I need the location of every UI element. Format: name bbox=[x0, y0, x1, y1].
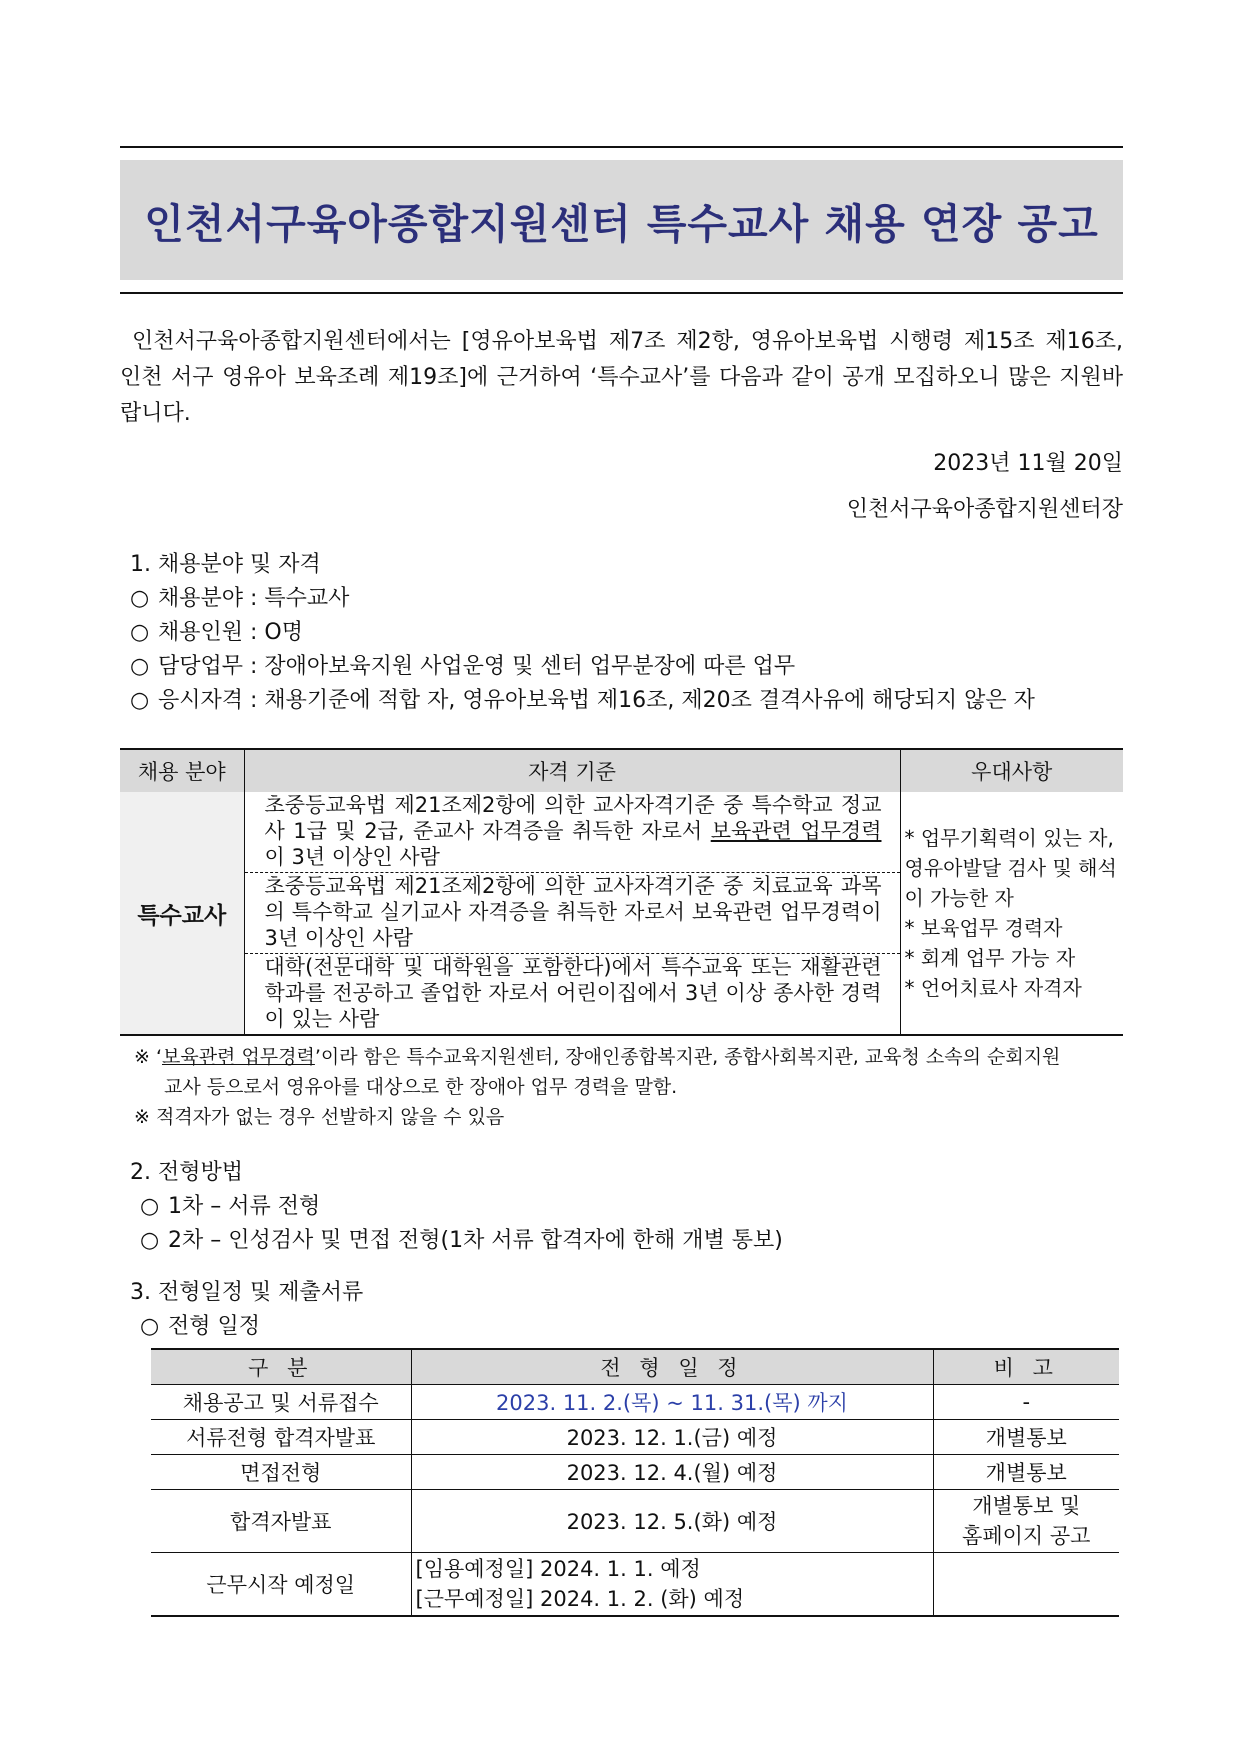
header-preference: 우대사항 bbox=[900, 749, 1123, 792]
header-criteria: 자격 기준 bbox=[244, 749, 900, 792]
qualification-table bbox=[120, 748, 1123, 1036]
preference-cell bbox=[900, 792, 1123, 1035]
top-rule bbox=[120, 146, 1123, 148]
section-1 bbox=[120, 548, 1123, 718]
note-1-continued: 교사 등으로서 영유아를 대상으로 한 장애아 업무 경력을 말함. bbox=[164, 1076, 678, 1098]
row-schedule: 2023. 11. 2.(목) ~ 11. 31.(목) 까지 bbox=[411, 1385, 933, 1420]
bullet-item: ○ 응시자격 : 채용기준에 적합 자, 영유아보육법 제16조, 제20조 결격사유에 해당되지 않은 자 bbox=[130, 684, 1123, 718]
row-category: 채용공고 및 서류접수 bbox=[151, 1385, 411, 1420]
table-row bbox=[120, 792, 1123, 1035]
row-remarks: 개별통보 및 홈페이지 공고 bbox=[933, 1490, 1119, 1553]
section-1-heading: 1. 채용분야 및 자격 bbox=[130, 552, 321, 577]
table-row bbox=[151, 1553, 1119, 1617]
preference-item: * 회계 업무 가능 자 bbox=[904, 946, 1076, 970]
table-header-row bbox=[151, 1349, 1119, 1385]
bullet-item: ○ 담당업무 : 장애아보육지원 사업운영 및 센터 업무분장에 따른 업무 bbox=[130, 650, 1123, 684]
preference-item: * 업무기획력이 있는 자, 영유아발달 검사 및 해석이 가능한 자 bbox=[904, 826, 1117, 910]
row-remarks: 개별통보 bbox=[933, 1420, 1119, 1455]
title-box bbox=[120, 160, 1123, 280]
preference-item: * 보육업무 경력자 bbox=[904, 916, 1063, 940]
circle-bullet-icon: ○ bbox=[130, 586, 150, 611]
circle-bullet-icon: ○ bbox=[130, 688, 150, 713]
circle-bullet-icon: ○ bbox=[130, 654, 150, 679]
circle-bullet-icon: ○ bbox=[140, 1314, 160, 1339]
notice-date: 2023년 11월 20일 bbox=[933, 451, 1123, 476]
note-2: ※ 적격자가 없는 경우 선발하지 않을 수 있음 bbox=[134, 1106, 505, 1128]
section-2 bbox=[120, 1156, 1123, 1258]
bullet-item: ○ 전형 일정 bbox=[140, 1310, 1123, 1344]
row-category: 합격자발표 bbox=[151, 1490, 411, 1553]
intro-paragraph: 인천서구육아종합지원센터에서는 [영유아보육법 제7조 제2항, 영유아보육법 시행령 제15조 제16조, 인천 서구 영유아 보육조례 제19조]에 근거하여 ‘특수교사’를 다음과 같이 공개 모집하오니 많은 지원바랍니다. bbox=[120, 329, 1123, 426]
row-schedule: 2023. 12. 5.(화) 예정 bbox=[411, 1490, 933, 1553]
title-bottom-rule bbox=[120, 292, 1123, 294]
signer: 인천서구육아종합지원센터장 bbox=[846, 497, 1123, 522]
criteria-item: 초중등교육법 제21조제2항에 의한 교사자격기준 중 특수학교 정교사 1급 및 2급, 준교사 자격증을 취득한 자로서 보육관련 업무경력이 3년 이상인 사람 bbox=[245, 792, 900, 873]
header-remarks: 비 고 bbox=[933, 1349, 1119, 1385]
header-schedule: 전 형 일 정 bbox=[411, 1349, 933, 1385]
section-3-heading: 3. 전형일정 및 제출서류 bbox=[130, 1280, 364, 1305]
notes bbox=[120, 1042, 1123, 1132]
circle-bullet-icon: ○ bbox=[140, 1194, 160, 1219]
bullet-item: ○ 2차 – 인성검사 및 면접 전형(1차 서류 합격자에 한해 개별 통보) bbox=[140, 1224, 1123, 1258]
table-row bbox=[151, 1455, 1119, 1490]
preference-item: * 언어치료사 자격자 bbox=[904, 976, 1082, 1000]
table-row bbox=[151, 1385, 1119, 1420]
circle-bullet-icon: ○ bbox=[130, 620, 150, 645]
bullet-item: ○ 1차 – 서류 전형 bbox=[140, 1190, 1123, 1224]
schedule-table bbox=[151, 1348, 1119, 1617]
criteria-cell bbox=[244, 792, 900, 1035]
document-page bbox=[120, 146, 1123, 1617]
row-remarks bbox=[933, 1553, 1119, 1617]
table-row bbox=[151, 1420, 1119, 1455]
criteria-item: 초중등교육법 제21조제2항에 의한 교사자격기준 중 치료교육 과목의 특수학교 실기교사 자격증을 취득한 자로서 보육관련 업무경력이 3년 이상인 사람 bbox=[245, 873, 900, 954]
row-remarks: 개별통보 bbox=[933, 1455, 1119, 1490]
row-schedule: [임용예정일] 2024. 1. 1. 예정 [근무예정일] 2024. 1. 2. (화) 예정 bbox=[411, 1553, 933, 1617]
row-schedule: 2023. 12. 4.(월) 예정 bbox=[411, 1455, 933, 1490]
field-cell: 특수교사 bbox=[120, 792, 244, 1035]
row-category: 서류전형 합격자발표 bbox=[151, 1420, 411, 1455]
page-title: 인천서구육아종합지원센터 특수교사 채용 연장 공고 bbox=[144, 199, 1099, 248]
circle-bullet-icon: ○ bbox=[140, 1228, 160, 1253]
row-remarks: - bbox=[933, 1385, 1119, 1420]
header-field: 채용 분야 bbox=[120, 749, 244, 792]
row-category: 근무시작 예정일 bbox=[151, 1553, 411, 1617]
row-category: 면접전형 bbox=[151, 1455, 411, 1490]
table-header-row bbox=[120, 749, 1123, 792]
bullet-item: ○ 채용인원 : O명 bbox=[130, 616, 1123, 650]
row-schedule: 2023. 12. 1.(금) 예정 bbox=[411, 1420, 933, 1455]
header-category: 구 분 bbox=[151, 1349, 411, 1385]
section-2-heading: 2. 전형방법 bbox=[130, 1160, 243, 1185]
note-1: ※ ‘보육관련 업무경력’이라 함은 특수교육지원센터, 장애인종합복지관, 종합사회복지관, 교육청 소속의 순회지원 bbox=[134, 1046, 1061, 1068]
section-3 bbox=[120, 1276, 1123, 1344]
table-row bbox=[151, 1490, 1119, 1553]
criteria-item: 대학(전문대학 및 대학원을 포함한다)에서 특수교육 또는 재활관련학과를 전공하고 졸업한 자로서 어린이집에서 3년 이상 종사한 경력이 있는 사람 bbox=[264, 955, 882, 1031]
bullet-item: ○ 채용분야 : 특수교사 bbox=[130, 582, 1123, 616]
